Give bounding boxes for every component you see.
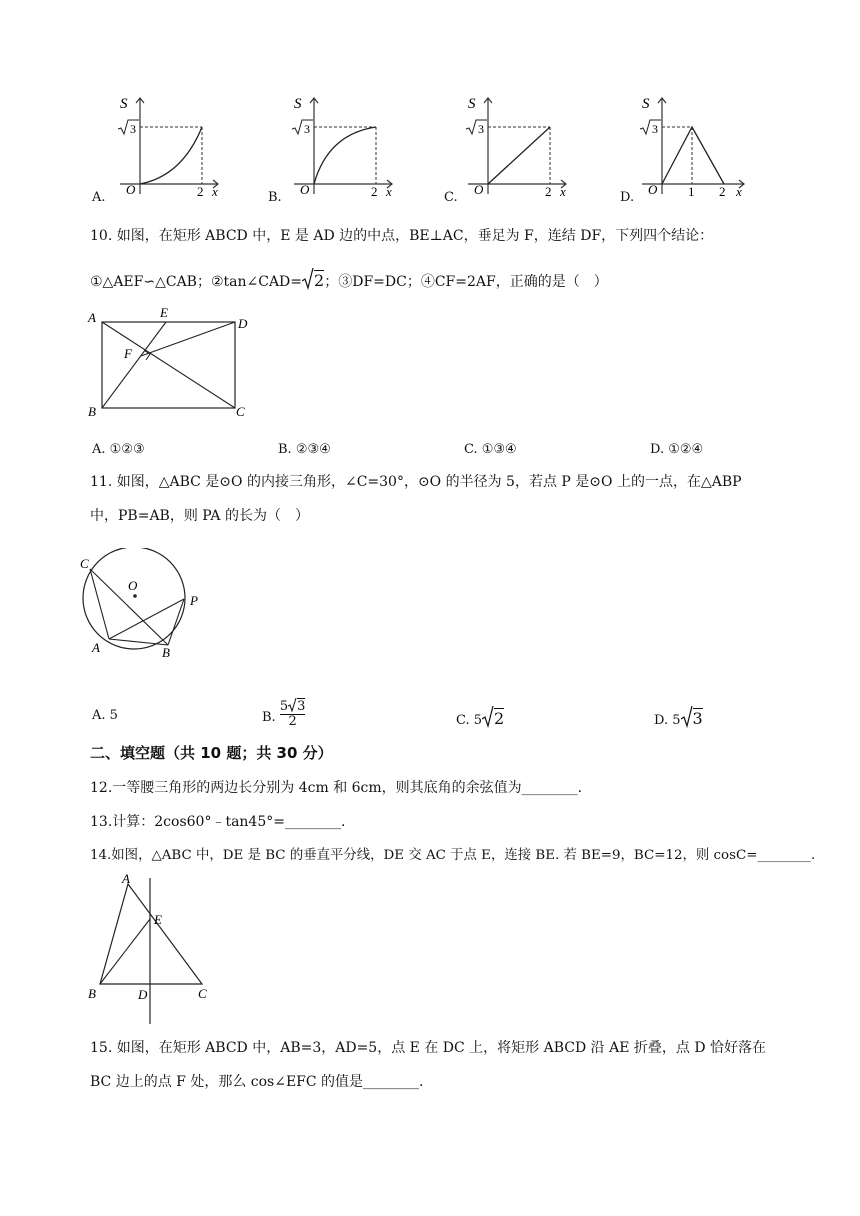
- q15-line1: 15. 如图，在矩形 ABCD 中，AB=3，AD=5，点 E 在 DC 上，将矩形 ABCD 沿 AE 折叠，点 D 恰好落在: [90, 1040, 767, 1056]
- label-d: D: [238, 316, 248, 331]
- origin-label: O: [474, 182, 484, 197]
- q13-text: 13.计算：2cos60°﹣tan45°=________.: [90, 814, 346, 830]
- q11-option-b-prefix: B.: [262, 710, 276, 725]
- q10-rectangle-figure: [84, 302, 254, 422]
- y-tick: 3: [652, 122, 658, 136]
- label-p: P: [190, 593, 198, 608]
- graph-option-a: [110, 92, 230, 202]
- y-tick: 3: [478, 122, 484, 136]
- label-c: C: [80, 556, 89, 571]
- fraction-numerator: [280, 699, 306, 714]
- section-title: 二、填空题（共 10 题；共 30 分）: [90, 744, 333, 762]
- label-b: B: [88, 404, 96, 419]
- graph-option-c: [458, 92, 578, 202]
- x-tick: 2: [371, 184, 378, 199]
- label-b: B: [162, 645, 170, 660]
- q11-option-b[interactable]: [262, 699, 306, 737]
- q11-line2: 中，PB=AB，则 PA 的长为（ ）: [90, 508, 309, 524]
- q11-line1: 11. 如图，△ABC 是⊙O 的内接三角形，∠C=30°，⊙O 的半径为 5，若点 P 是⊙O 上的一点，在△ABP: [90, 474, 742, 490]
- graph-option-b: [284, 92, 404, 202]
- graph-option-a-label[interactable]: A.: [92, 190, 106, 205]
- x-axis-label: x: [560, 184, 566, 199]
- x-axis-label: x: [386, 184, 392, 199]
- y-axis-label: S: [294, 96, 302, 112]
- label-c: C: [198, 986, 207, 1001]
- origin-label: O: [126, 182, 136, 197]
- x-tick-2: 2: [719, 184, 726, 199]
- x-axis-label: x: [736, 184, 742, 199]
- graph-option-b-label[interactable]: B.: [268, 190, 282, 205]
- label-a: A: [92, 640, 100, 655]
- graph-option-c-label[interactable]: C.: [444, 190, 458, 205]
- q11-circle-figure: [72, 548, 212, 660]
- q10-line2-start: ①△AEF∽△CAB；②tan∠CAD=: [90, 274, 303, 290]
- label-d: D: [138, 987, 148, 1002]
- q10-option-d[interactable]: D. ①②④: [650, 442, 704, 457]
- origin-label: O: [648, 182, 658, 197]
- fraction: [280, 698, 306, 729]
- label-o: O: [128, 578, 138, 593]
- origin-label: O: [300, 182, 310, 197]
- q10-option-b[interactable]: B. ②③④: [278, 442, 331, 457]
- x-axis-label: x: [212, 184, 218, 199]
- sqrt-symbol: [681, 706, 693, 735]
- num-radicand: 3: [297, 699, 306, 714]
- y-tick: 3: [130, 122, 136, 136]
- x-tick: 2: [545, 184, 552, 199]
- q10-option-a[interactable]: A. ①②③: [92, 442, 145, 457]
- q14-triangle-figure: [84, 870, 224, 1028]
- label-e: E: [154, 912, 162, 927]
- label-a: A: [122, 871, 130, 886]
- q14-text: 14.如图，△ABC 中，DE 是 BC 的垂直平分线，DE 交 AC 于点 E，连接 BE. 若 BE=9，BC=12，则 cosC=________.: [90, 848, 816, 863]
- y-axis-label: S: [120, 96, 128, 112]
- label-e: E: [160, 305, 168, 320]
- q11-option-a[interactable]: A. 5: [92, 708, 118, 723]
- label-b: B: [88, 986, 96, 1001]
- q10-radicand: 2: [314, 271, 325, 290]
- q11-option-d[interactable]: [654, 706, 703, 735]
- q11-option-c[interactable]: [456, 706, 504, 735]
- q15-line2: BC 边上的点 F 处，那么 cos∠EFC 的值是________.: [90, 1074, 424, 1090]
- q10-line1: 10. 如图，在矩形 ABCD 中，E 是 AD 边的中点，BE⊥AC，垂足为 F，连结 DF，下列四个结论：: [90, 228, 714, 244]
- q12-text: 12.一等腰三角形的两边长分别为 4cm 和 6cm，则其底角的余弦值为________.: [90, 780, 583, 796]
- x-tick-1: 1: [688, 184, 695, 199]
- num-coef: 5: [279, 699, 289, 714]
- q10-line2-end: ；③DF=DC；④CF=2AF，正确的是（ ）: [324, 274, 608, 290]
- sqrt-symbol: [302, 268, 314, 296]
- y-axis-label: S: [468, 96, 476, 112]
- graph-option-d: [632, 92, 757, 202]
- radicand: 3: [692, 709, 703, 728]
- fraction-denominator: 2: [280, 714, 306, 729]
- q11-option-c-prefix: C. 5: [456, 713, 483, 728]
- label-f: F: [124, 346, 132, 361]
- y-tick: 3: [304, 122, 310, 136]
- q10-option-c[interactable]: C. ①③④: [464, 442, 517, 457]
- q10-line2: [90, 268, 608, 296]
- y-axis-label: S: [642, 96, 650, 112]
- label-c: C: [236, 404, 245, 419]
- x-tick: 2: [197, 184, 204, 199]
- label-a: A: [88, 310, 96, 325]
- sqrt-symbol: [482, 706, 494, 735]
- radicand: 2: [494, 709, 505, 728]
- q11-option-d-prefix: D. 5: [654, 713, 681, 728]
- graph-option-d-label[interactable]: D.: [620, 190, 635, 205]
